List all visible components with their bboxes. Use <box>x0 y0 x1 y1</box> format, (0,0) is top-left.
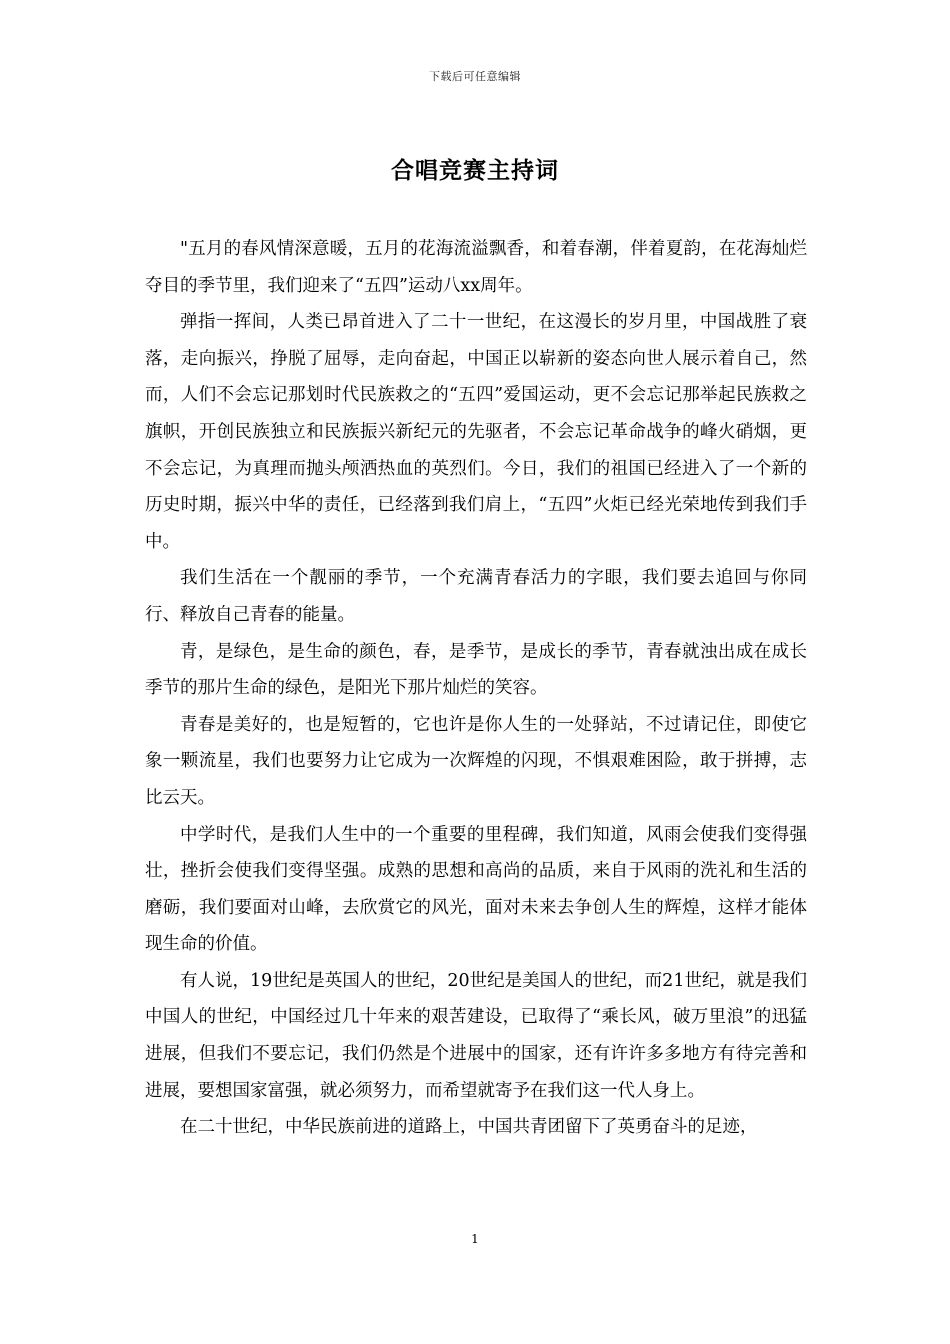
paragraph-8: 在二十世纪，中华民族前进的道路上，中国共青团留下了英勇奋斗的足迹， <box>180 1117 758 1138</box>
paragraph-6: 中学时代，是我们人生中的一个重要的里程碑，我们知道，风雨会使我们变得强壮，挫折会使我们变得坚强。成熟的思想和高尚的品质，来自于风雨的洗礼和生活的磨砺，我们要面对山峰，去欣赏它的风光，面对未来去争创人生的辉煌，这样才能体现生命的价值。 <box>145 824 807 955</box>
document-title: 合唱竞赛主持词 <box>391 157 559 184</box>
paragraph-1: "五月的春风情深意暖，五月的花海流溢飘香，和着春潮，伴着夏韵，在花海灿烂夺目的季节里，我们迎来了“五四”运动八xx周年。 <box>145 239 807 296</box>
document-body <box>145 231 807 1146</box>
paragraph-2: 弹指一挥间，人类已昂首进入了二十一世纪，在这漫长的岁月里，中国战胜了衰落，走向振兴，挣脱了屈辱，走向奋起，中国正以崭新的姿态向世人展示着自己，然而，人们不会忘记那划时代民族救之的“五四”爱国运动，更不会忘记那举起民族救之旗帜，开创民族独立和民族振兴新纪元的先驱者，不会忘记革命战争的峰火硝烟，更不会忘记，为真理而抛头颅洒热血的英烈们。今日，我们的祖国已经进入了一个新的历史时期，振兴中华的责任，已经落到我们肩上，“五四”火炬已经光荣地传到我们手中。 <box>145 312 807 552</box>
page-header-note: 下载后可任意编辑 <box>429 70 521 83</box>
paragraph-7: 有人说，19世纪是英国人的世纪，20世纪是美国人的世纪，而21世纪，就是我们中国人的世纪，中国经过几十年来的艰苦建设，已取得了“乘长风，破万里浪”的迅猛进展，但我们不要忘记，我们仍然是个进展中的国家，还有许许多多地方有待完善和进展，要想国家富强，就必须努力，而希望就寄予在我们这一代人身上。 <box>145 970 807 1101</box>
paragraph-4: 青，是绿色，是生命的颜色，春，是季节，是成长的季节，青春就浊出成在成长季节的那片生命的绿色，是阳光下那片灿烂的笑容。 <box>145 641 807 699</box>
page-number: 1 <box>471 1232 479 1246</box>
paragraph-5: 青春是美好的，也是短暂的，它也许是你人生的一处驿站，不过请记住，即使它象一颗流星，我们也要努力让它成为一次辉煌的闪现，不惧艰难困险，敢于拼搏，志比云天。 <box>145 714 807 808</box>
paragraph-3: 我们生活在一个靓丽的季节，一个充满青春活力的字眼，我们要去追回与你同行、释放自己青春的能量。 <box>145 568 807 625</box>
